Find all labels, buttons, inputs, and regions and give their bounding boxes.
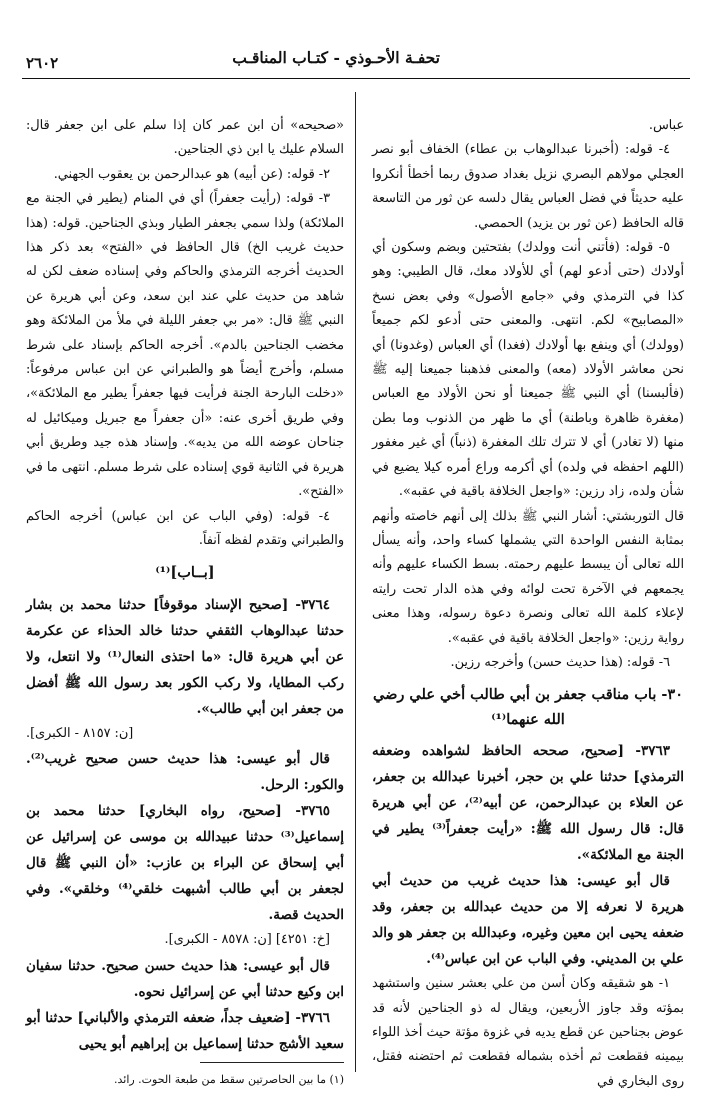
paragraph: ٣- قوله: (رأيت جعفراً) أي في المنام (يطير في الجنة مع الملائكة) ولذا سمي بجعفر الطيار وبذي الجناحين. قوله: (هذا حديث غريب الخ) قال الحافظ في «الفتح» بعد ذكر هذا الحديث أخرجه الترمذي والحاكم وفي إسناده ضعف لكن له شاهد من حديث علي عند ابن سعد، وعن أبي هريرة عن النبي ﷺ قال: «مر بي جعفر الليلة في ملأ من الملائكة وهو مخضب الجناحين بالدم». أخرجه الحاكم بإسناد على شرط مسلم، وأخرج أيضاً هو والطبراني عن ابن عباس مرفوعاً: «دخلت البارحة الجنة فرأيت فيها جعفراً يطير مع الملائكة»، وفي طريق أخرى عنه: «أن جعفراً مع جبريل وميكائيل له جناحان عوضه الله من يديه». وإسناد هذه جيد وطريق أبي هريرة في الثانية قوي إسناده على شرط مسلم. انتهى ما في «الفتح». bbox=[26, 191, 344, 500]
hadith-text: ٣٧٦٦- [ضعيف جداً، ضعفه الترمذي والألباني] حدثنا أبو سعيد الأشج حدثنا إسماعيل بن إبراهيم أبو يحيى bbox=[26, 1009, 344, 1052]
hadith-text: ٣٧٦٥- [صحيح، رواه البخاري] حدثنا محمد بن إسماعيل⁽³⁾ حدثنا عبيدالله بن موسى عن إسرائيل عن أبي إسحاق عن البراء بن عازب: «أن النبي ﷺ قال لجعفر بن أبي طالب أشبهت خلقي⁽⁴⁾ وخلقي». وفي الحديث قصة. bbox=[26, 803, 345, 924]
paragraph: «صحيحه» أن ابن عمر كان إذا سلم على ابن جعفر قال: السلام عليك يا ابن ذي الجناحين. bbox=[26, 118, 344, 158]
hadith-text: ٣٧٦٤- [صحيح الإسناد موقوفاً] حدثنا محمد بن بشار حدثنا عبدالوهاب الثقفي حدثنا خالد الحذاء عن عكرمة عن أبي هريرة قال: «ما احتذى النعال⁽¹⁾ ولا انتعل، ولا ركب المطايا، ولا ركب الكور بعد رسول الله ﷺ أفضل من جعفر ابن أبي طالب». bbox=[26, 596, 345, 717]
page-number: ٢٦٠٢ bbox=[26, 54, 59, 72]
paragraph: ٢- قوله: (عن أبيه) هو عبدالرحمن بن يعقوب الجهني. bbox=[53, 166, 330, 182]
chapter-heading: ٣٠- باب مناقب جعفر بن أبي طالب أخي علي رضي الله عنهما⁽¹⁾ bbox=[372, 686, 683, 728]
right-column bbox=[372, 114, 684, 1094]
paragraph: ٤- قوله: (أخبرنا عبدالوهاب بن عطاء) الخفاف أبو نصر العجلي مولاهم البصري نزيل بغداد صدوق ربما أخطأ أنكروا عليه حديثاً في فضل العباس يقال دلسه عن ثور من التاسعة قاله الحافظ (عن ثور بن يزيد) الحمصي. bbox=[372, 142, 684, 231]
footnote: (١) ما بين الحاصرتين سقط من طبعة الحوت. رائد. bbox=[113, 1073, 344, 1086]
hadith-reference: [ن: ٨١٥٧ - الكبرى]. bbox=[26, 725, 134, 741]
hadith-comment: قال أبو عيسى: هذا حديث غريب من حديث أبي هريرة لا نعرفه إلا من حديث عبدالله بن جعفر، وقد ضعفه يحيى ابن معين وغيره، وعبدالله بن جعفر هو والد علي بن المديني. وفي الباب عن ابن عباس⁽⁴⁾. bbox=[372, 873, 684, 968]
hadith-reference: [خ: ٤٢٥١] [ن: ٨٥٧٨ - الكبرى]. bbox=[164, 932, 330, 948]
paragraph: عباس. bbox=[648, 118, 684, 133]
paragraph: ٤- قوله: (وفي الباب عن ابن عباس) أخرجه الحاكم والطبراني وتقدم لفظه آنفاً. bbox=[26, 508, 344, 548]
page-header bbox=[22, 46, 688, 80]
bab-heading: [بــاب]⁽¹⁾ bbox=[155, 564, 215, 582]
paragraph: ١- هو شقيقه وكان أسن من علي بعشر سنين واستشهد بمؤته وقد جاوز الأربعين، ويقال له ذو الجناحين لأنه قد عوض بجناحين عن قطع يديه في غزوة مؤتة حيث أخذ اللواء بيمينه فقطعت ثم أخذه بشماله فقطعت ثم احتضنه فقتل، روى البخاري في bbox=[372, 976, 684, 1089]
hadith-comment: قال أبو عيسى: هذا حديث حسن صحيح غريب⁽²⁾. والكور: الرحل. bbox=[26, 751, 344, 794]
footnote-rule bbox=[200, 1062, 344, 1063]
hadith-comment: قال أبو عيسى: هذا حديث حسن صحيح. حدثنا سفيان ابن وكيع حدثنا أبي عن إسرائيل نحوه. bbox=[26, 957, 344, 1000]
paragraph: ٦- قوله: (هذا حديث حسن) وأخرجه رزين. bbox=[450, 654, 670, 670]
column-divider bbox=[355, 92, 356, 1072]
left-column bbox=[26, 114, 344, 1057]
running-title: تحفـة الأحـوذي - كتـاب المناقـب bbox=[232, 48, 440, 67]
header-rule bbox=[22, 78, 690, 79]
paragraph: ٥- قوله: (فأتني أنت وولدك) بفتحتين وبضم وسكون أي أولادك (حتى أدعو لهم) أي للأولاد معك، قال الطيبي: وهو كذا في الترمذي وفي «جامع الأصول» وفي بعض نسخ «المصابيح» لكم. انتهى. والمعنى حتى أدعو لكم جميعاً (وولدك) أي وينفع بها أولادك (فغدا) أي العباس (وغدونا) أي نحن معاشر الأولاد (معه) والمعنى فذهبنا جميعنا إليه ﷺ (فألبسنا) أي النبي ﷺ جميعنا أو نحن الأولاد مع العباس (مغفرة ظاهرة وباطنة) أي ما ظهر من الذنوب وما بطن منها (لا تغادر) أي لا تترك تلك المغفرة (ذنباً) أي غير مغفور (اللهم احفظه في ولده) أي أكرمه وراع أمره كيلا يضيع في شأن ولده، زاد رزين: «واجعل الخلافة باقية في عقبه». bbox=[372, 240, 684, 500]
hadith-text: ٣٧٦٣- [صحيح، صححه الحافظ لشواهده وضعفه الترمذي] حدثنا علي بن حجر، أخبرنا عبدالله بن جعفر، عن العلاء بن عبدالرحمن، عن أبيه⁽²⁾، عن أبي هريرة قال: قال رسول الله ﷺ: «رأيت جعفراً⁽³⁾ يطير في الجنة مع الملائكة». bbox=[372, 743, 684, 864]
paragraph: قال التوربشتي: أشار النبي ﷺ بذلك إلى أنهم خاصته وأنهم بمثابة النفس الواحدة التي يشملها كساء واحد، وأنه يسأل الله تعالى أن يبسط عليهم رحمته. بسط الكساء عليهم وأنه يجمعهم في الآخرة تحت لوائه وفي هذه الدار تحت رايته لإعلاء كلمة الله تعالى ونصرة دعوة رسوله، وهذا معنى رواية رزين: «واجعل الخلافة باقية في عقبه». bbox=[372, 508, 684, 646]
